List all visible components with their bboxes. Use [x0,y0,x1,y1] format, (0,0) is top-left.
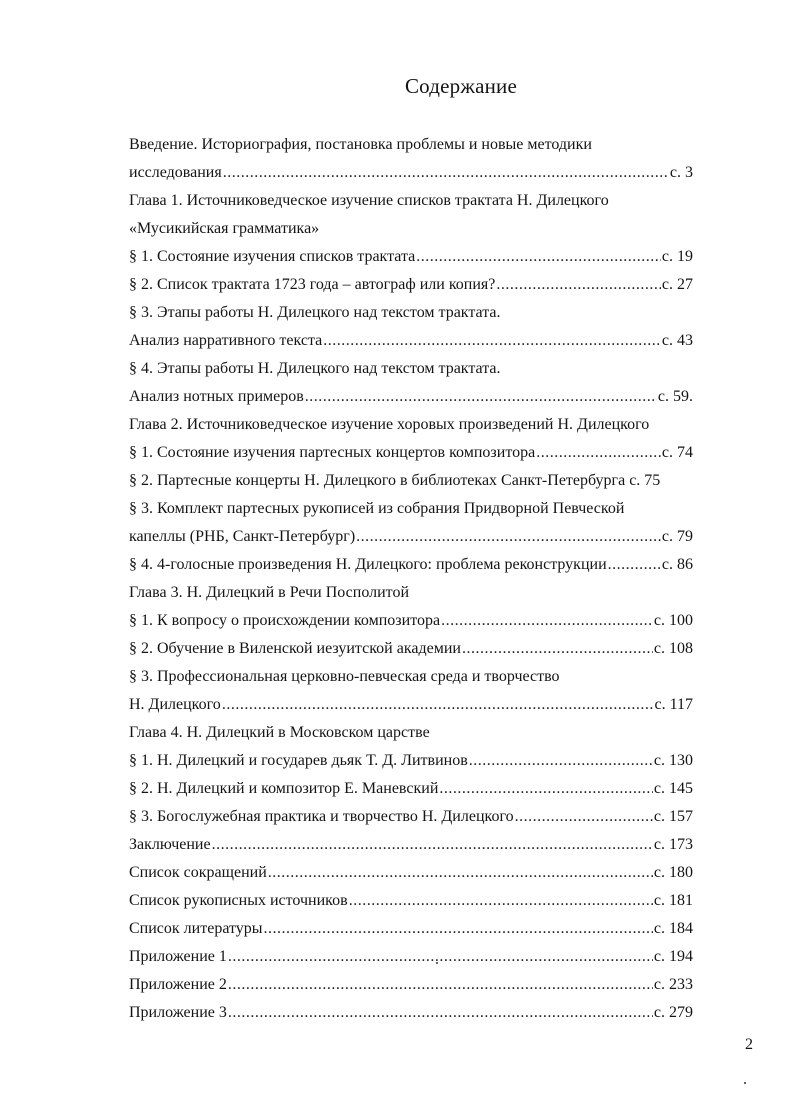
dot-leader [268,861,653,885]
toc-entry [129,889,693,913]
toc-text: Глава 3. Н. Дилецкий в Речи Посполитой [129,584,410,601]
toc-text: капеллы (РНБ, Санкт-Петербург) [129,528,356,545]
toc-text: § 1. Н. Дилецкий и государев дьяк Т. Д. Литвинов [129,752,468,769]
dot-leader [608,553,661,577]
toc-entry [129,161,693,185]
toc-text: Список рукописных источников [129,892,348,909]
toc-line [129,469,660,493]
toc-entry [129,525,693,549]
dot-leader [264,917,653,941]
toc-text: § 4. 4-голосные произведения Н. Дилецкого: проблема реконструкции [129,556,607,573]
toc-entry [129,693,693,717]
dot-leader [305,385,657,409]
dot-leader [222,693,654,717]
toc-entry [129,441,693,465]
toc-page: с. 157 [653,808,693,825]
toc-entry [129,245,693,269]
toc-line [129,301,501,325]
dot-leader [441,609,653,633]
toc-entry [129,329,693,353]
toc-page: с. 59. [657,388,693,405]
toc-page: с. 173 [653,836,693,853]
toc-text: § 2. Партесные концерты Н. Дилецкого в библиотеках Санкт-Петербурга с. 75 [129,472,661,489]
toc-text: § 3. Комплект партесных рукописей из собрания Придворной Певческой [129,500,625,517]
toc-page: с. 194 [653,948,693,965]
dot-leader [223,161,669,185]
toc-page: с. 19 [661,248,693,265]
dot-leader [356,525,661,549]
toc-page: с. 43 [661,332,693,349]
dot-leader [323,329,661,353]
toc-entry [129,917,693,941]
toc-text: Приложение 2 [129,976,227,993]
toc-page: с. 27 [661,276,693,293]
toc-page: с. 3 [669,164,693,181]
dot-leader [515,805,653,829]
toc-page: с. 279 [653,1004,693,1021]
toc-page: с. 181 [653,892,693,909]
toc-text: Приложение 3 [129,1004,227,1021]
toc-text: Список литературы [129,920,263,937]
toc-page: с. 145 [653,780,693,797]
page-number: 2 [745,1036,753,1053]
toc-page: с. 108 [653,640,693,657]
page-title: Содержание [404,74,518,98]
toc-text: Список сокращений [129,864,267,881]
dot-leader [416,245,661,269]
toc-page: с. 233 [653,976,693,993]
toc-line [129,413,649,437]
toc-text: § 1. Состояние изучения списков трактата [129,248,416,265]
dot-leader [228,945,653,969]
dot-leader [439,777,653,801]
toc-line [129,133,592,157]
toc-text: Анализ нотных примеров [129,388,304,405]
toc-line [129,497,624,521]
toc-line [129,217,319,241]
toc-page: с. 117 [654,696,693,713]
toc-line [129,357,501,381]
toc-text: Н. Дилецкого [129,696,221,713]
toc-line [129,581,409,605]
toc-text: Введение. Историография, постановка проблемы и новые методики [129,136,592,153]
toc-entry [129,861,693,885]
toc-page: с. 79 [661,528,693,545]
toc-page: с. 86 [661,556,693,573]
toc-text: исследования [129,164,222,181]
dot-leader [228,1001,653,1025]
toc-text: § 3. Профессиональная церковно-певческая среда и творчество [129,668,560,685]
toc-entry [129,553,693,577]
dot-leader [462,637,653,661]
toc-line [129,721,430,745]
toc-page: с. 184 [653,920,693,937]
toc-entry [129,777,693,801]
toc-text: Приложение 1 [129,948,227,965]
toc-line [129,189,609,213]
toc-page: с. 100 [653,612,693,629]
toc-text: Глава 2. Источниковедческое изучение хоровых произведений Н. Дилецкого [129,416,650,433]
toc-line [129,665,560,689]
toc-text: § 4. Этапы работы Н. Дилецкого над текстом трактата. [129,360,501,377]
toc-text: § 3. Богослужебная практика и творчество Н. Дилецкого [129,808,514,825]
toc-text: § 3. Этапы работы Н. Дилецкого над текстом трактата. [129,304,501,321]
toc-entry [129,805,693,829]
toc-text: § 2. Н. Дилецкий и композитор Е. Маневский [129,780,439,797]
toc-text: § 1. Состояние изучения партесных концертов композитора [129,444,536,461]
scan-speck [436,962,438,964]
toc-page: с. 180 [653,864,693,881]
toc-entry [129,1001,693,1025]
scan-speck [744,1082,746,1084]
toc-text: «Мусикийская грамматика» [129,220,320,237]
dot-leader [496,273,661,297]
toc-page: с. 74 [661,444,693,461]
dot-leader [349,889,653,913]
toc-text: § 2. Список трактата 1723 года – автограф или копия? [129,276,496,293]
toc-text: § 2. Обучение в Виленской иезуитской академии [129,640,461,657]
toc-entry [129,833,693,857]
dot-leader [469,749,653,773]
toc-page: с. 130 [653,752,693,769]
dot-leader [212,833,653,857]
toc-entry [129,637,693,661]
toc-entry [129,609,693,633]
dot-leader [228,973,653,997]
toc-entry [129,945,693,969]
toc-text: Заключение [129,836,211,853]
toc-text: § 1. К вопросу о происхождении композитора [129,612,441,629]
toc-entry [129,749,693,773]
toc-text: Анализ нарративного текста [129,332,323,349]
toc-entry [129,273,693,297]
dot-leader [536,441,661,465]
toc-entry [129,385,693,409]
toc-entry [129,973,693,997]
toc-text: Глава 1. Источниковедческое изучение списков трактата Н. Дилецкого [129,192,609,209]
toc-text: Глава 4. Н. Дилецкий в Московском царстве [129,724,430,741]
